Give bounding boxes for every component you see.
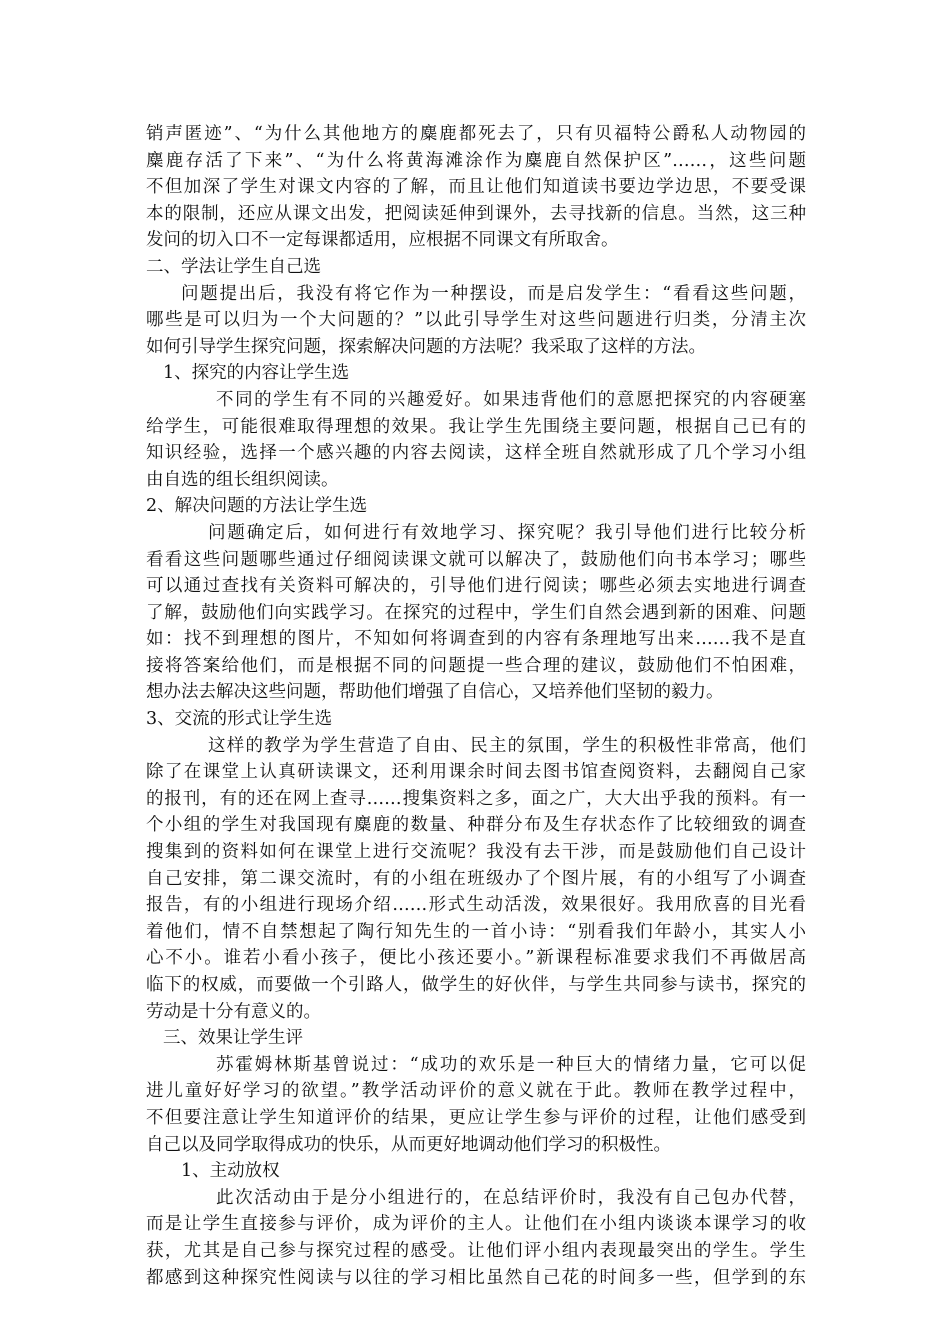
paragraph-line: 报告，有的小组进行现场介绍……形式生动活泼，效果很好。我用欣喜的目光看 [146, 895, 806, 916]
paragraph-line: 给学生，可能很难取得理想的效果。我让学生先围绕主要问题，根据自己已有的 [146, 416, 806, 437]
paragraph-line: 看看这些问题哪些通过仔细阅读课文就可以解决了，鼓励他们向书本学习；哪些 [146, 549, 806, 570]
subsection-heading: 3、交流的形式让学生选 [146, 709, 333, 730]
paragraph-line: 本的限制，还应从课文出发，把阅读延伸到课外，去寻找新的信息。当然，这三种 [146, 203, 806, 224]
paragraph-line: 接将答案给他们，而是根据不同的问题提一些合理的建议，鼓励他们不怕困难， [146, 655, 806, 676]
paragraph-line: 自己安排，第二课交流时，有的小组在班级办了个图片展，有的小组写了小调查 [146, 868, 806, 889]
subsection-heading: 1、主动放权 [181, 1161, 280, 1182]
paragraph-line: 问题确定后，如何进行有效地学习、探究呢？我引导他们进行比较分析 [208, 522, 806, 543]
paragraph-line: 的报刊，有的还在网上查寻……搜集资料之多，面之广，大大出乎我的预料。有一 [146, 788, 806, 809]
paragraph-line: 知识经验，选择一个感兴趣的内容去阅读，这样全班自然就形成了几个学习小组 [146, 443, 806, 464]
paragraph-line: 发问的切入口不一定每课都适用，应根据不同课文有所取舍。 [146, 230, 619, 251]
paragraph-line: 心不小。谁若小看小孩子，便比小孩还要小。”新课程标准要求我们不再做居高 [146, 948, 806, 969]
subsection-heading: 2、解决问题的方法让学生选 [146, 496, 368, 517]
document-body [146, 121, 806, 1291]
paragraph-line: 这样的教学为学生营造了自由、民主的氛围，学生的积极性非常高，他们 [208, 735, 806, 756]
paragraph-line: 如：找不到理想的图片，不知如何将调查到的内容有条理地写出来……我不是直 [146, 629, 806, 650]
paragraph-line: 问题提出后，我没有将它作为一种摆设，而是启发学生：“看看这些问题， [181, 283, 806, 304]
paragraph-line: 进儿童好好学习的欲望。”教学活动评价的意义就在于此。教师在教学过程中， [146, 1081, 806, 1102]
paragraph-line: 自己以及同学取得成功的快乐，从而更好地调动他们学习的积极性。 [146, 1134, 671, 1155]
paragraph-line: 都感到这种探究性阅读与以往的学习相比虽然自己花的时间多一些，但学到的东 [146, 1267, 806, 1288]
subsection-heading: 1、探究的内容让学生选 [163, 363, 350, 384]
paragraph-line: 了解，鼓励他们向实践学习。在探究的过程中，学生们自然会遇到新的困难、问题 [146, 602, 806, 623]
paragraph-line: 除了在课堂上认真研读课文，还利用课余时间去图书馆查阅资料，去翻阅自己家 [146, 762, 806, 783]
paragraph-line: 哪些是可以归为一个大问题的？”以此引导学生对这些问题进行归类，分清主次 [146, 310, 806, 331]
paragraph-line: 不但加深了学生对课文内容的了解，而且让他们知道读书要边学边思，不要受课 [146, 177, 806, 198]
paragraph-line: 可以通过查找有关资料可解决的，引导他们进行阅读；哪些必须去实地进行调查 [146, 576, 806, 597]
paragraph-line: 个小组的学生对我国现有麋鹿的数量、种群分布及生存状态作了比较细致的调查 [146, 815, 806, 836]
section-heading: 二、学法让学生自己选 [146, 256, 321, 277]
paragraph-line: 如何引导学生探究问题，探索解决问题的方法呢？我采取了这样的方法。 [146, 336, 706, 357]
paragraph-line: 销声匿迹”、“为什么其他地方的麋鹿都死去了，只有贝福特公爵私人动物园的 [146, 124, 806, 144]
paragraph-line: 不同的学生有不同的兴趣爱好。如果违背他们的意愿把探究的内容硬塞 [216, 389, 806, 410]
paragraph-line: 想办法去解决这些问题，帮助他们增强了自信心，又培养他们坚韧的毅力。 [146, 682, 724, 703]
paragraph-line: 此次活动由于是分小组进行的，在总结评价时，我没有自己包办代替， [216, 1187, 806, 1208]
paragraph-line: 麋鹿存活了下来”、“为什么将黄海滩涂作为麋鹿自然保护区”……，这些问题 [146, 150, 806, 171]
paragraph-line: 而是让学生直接参与评价，成为评价的主人。让他们在小组内谈谈本课学习的收 [146, 1214, 806, 1235]
paragraph-line: 不但要注意让学生知道评价的结果，更应让学生参与评价的过程，让他们感受到 [146, 1107, 806, 1128]
paragraph-line: 着他们，情不自禁想起了陶行知先生的一首小诗：“别看我们年龄小，其实人小 [146, 921, 806, 942]
paragraph-line: 劳动是十分有意义的。 [146, 1001, 321, 1022]
paragraph-line: 搜集到的资料如何在课堂上进行交流呢？我没有去干涉，而是鼓励他们自己设计 [146, 842, 806, 863]
paragraph-line: 临下的权威，而要做一个引路人，做学生的好伙伴，与学生共同参与读书，探究的 [146, 975, 806, 995]
paragraph-line: 获，尤其是自己参与探究过程的感受。让他们评小组内表现最突出的学生。学生 [146, 1240, 806, 1261]
paragraph-line: 苏霍姆林斯基曾说过：“成功的欢乐是一种巨大的情绪力量，它可以促 [216, 1054, 806, 1075]
section-heading: 三、效果让学生评 [163, 1028, 303, 1049]
paragraph-line: 由自选的组长组织阅读。 [146, 469, 339, 490]
